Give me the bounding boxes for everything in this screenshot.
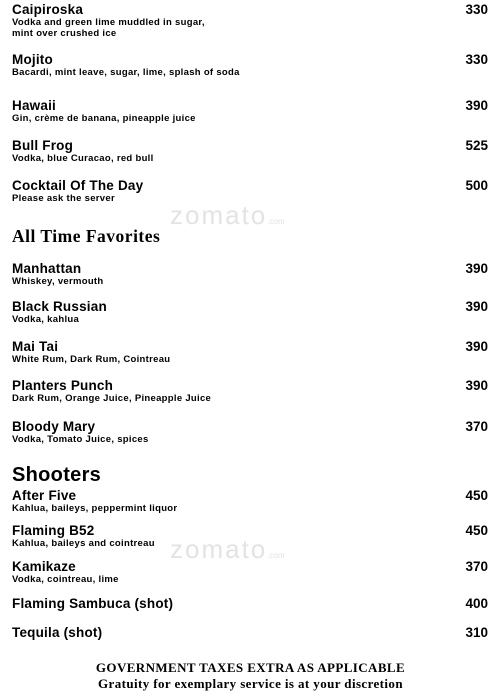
item-price: 310 <box>465 625 488 640</box>
item-price: 400 <box>465 596 488 611</box>
item-name: Planters Punch <box>12 378 114 393</box>
item-name: After Five <box>12 488 77 503</box>
item-name: Flaming Sambuca (shot) <box>12 596 174 611</box>
menu-item <box>12 488 488 514</box>
item-price: 525 <box>465 138 488 153</box>
tax-notice: GOVERNMENT TAXES EXTRA AS APPLICABLE <box>95 660 406 675</box>
item-description: White Rum, Dark Rum, Cointreau <box>12 354 171 365</box>
item-name: Bloody Mary <box>12 419 96 434</box>
section-heading-shooters: Shooters <box>12 464 102 486</box>
item-name: Caipiroska <box>12 2 84 17</box>
item-description: Vodka, Tomato Juice, spices <box>12 434 149 445</box>
item-name: Black Russian <box>12 299 107 314</box>
item-description: mint over crushed ice <box>12 28 117 39</box>
item-price: 330 <box>465 2 488 17</box>
watermark: zomato.com <box>170 200 285 230</box>
item-price: 390 <box>465 299 488 314</box>
item-description: Gin, crème de banana, pineapple juice <box>12 113 196 124</box>
item-description: Whiskey, vermouth <box>12 276 104 287</box>
item-name: Cocktail Of The Day <box>12 178 144 193</box>
item-name: Manhattan <box>12 261 82 276</box>
item-price: 450 <box>465 488 488 503</box>
item-description: Please ask the server <box>12 193 115 204</box>
item-name: Hawaii <box>12 98 56 113</box>
menu-item <box>12 596 488 611</box>
menu-item <box>12 52 488 78</box>
menu-item <box>12 419 488 445</box>
menu-item <box>12 299 488 325</box>
item-description: Kahlua, baileys and cointreau <box>12 538 155 549</box>
item-price: 450 <box>465 523 488 538</box>
menu-item <box>12 138 488 164</box>
item-name: Mai Tai <box>12 339 59 354</box>
menu-item <box>12 2 488 39</box>
item-price: 390 <box>465 339 488 354</box>
item-name: Flaming B52 <box>12 523 95 538</box>
menu-item <box>12 625 488 640</box>
item-price: 370 <box>465 559 488 574</box>
item-description: Dark Rum, Orange Juice, Pineapple Juice <box>12 393 212 404</box>
menu-item <box>12 178 488 204</box>
item-price: 390 <box>465 261 488 276</box>
item-description: Bacardi, mint leave, sugar, lime, splash of soda <box>12 67 240 78</box>
menu-item <box>12 339 488 365</box>
watermark: zomato.com <box>170 534 285 564</box>
item-name: Tequila (shot) <box>12 625 103 640</box>
item-name: Mojito <box>12 52 53 67</box>
item-description: Vodka and green lime muddled in sugar, <box>12 17 205 28</box>
item-price: 370 <box>465 419 488 434</box>
item-name: Bull Frog <box>12 138 74 153</box>
menu-item <box>12 523 488 549</box>
item-price: 330 <box>465 52 488 67</box>
item-price: 390 <box>465 378 488 393</box>
item-description: Vodka, cointreau, lime <box>12 574 119 585</box>
menu-item <box>12 559 488 585</box>
item-description: Vodka, kahlua <box>12 314 80 325</box>
gratuity-notice: Gratuity for exemplary service is at your discretion <box>98 676 403 691</box>
item-description: Vodka, blue Curacao, red bull <box>12 153 154 164</box>
section-heading-favorites: All Time Favorites <box>12 226 161 246</box>
menu-item <box>12 378 488 404</box>
item-price: 500 <box>465 178 488 193</box>
item-description: Kahlua, baileys, peppermint liquor <box>12 503 178 514</box>
menu-item <box>12 98 488 124</box>
item-price: 390 <box>465 98 488 113</box>
item-name: Kamikaze <box>12 559 76 574</box>
menu-item <box>12 261 488 287</box>
